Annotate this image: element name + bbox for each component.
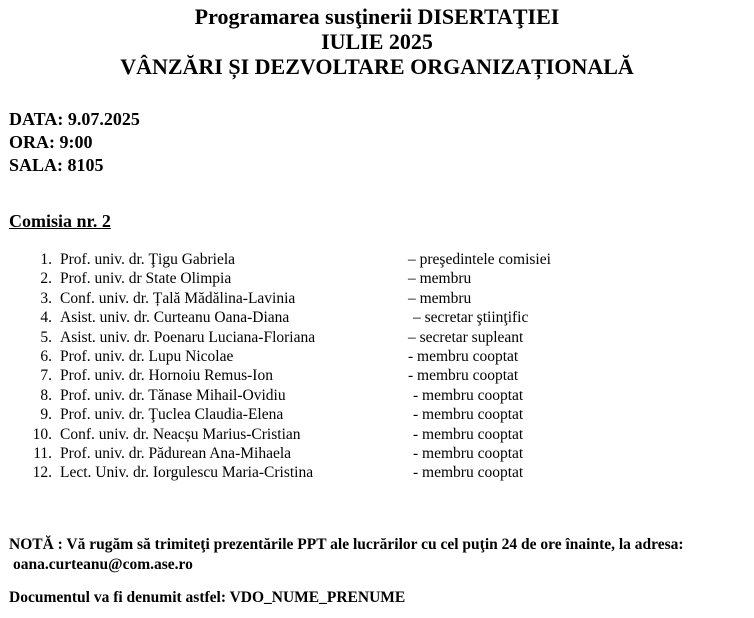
commission-title: Comisia nr. 2: [9, 211, 111, 231]
member-role: – secretar ştiinţific: [413, 309, 529, 327]
member-row: [0, 308, 754, 327]
member-number: 2.: [40, 270, 52, 288]
member-name: Conf. univ. dr. Neacșu Marius-Cristian: [60, 425, 301, 443]
date-line: DATA: 9.07.2025: [9, 109, 140, 129]
member-role: - membru cooptat: [413, 386, 524, 404]
title-line-1: Programarea susţinerii DISERTAŢIEI: [194, 4, 560, 29]
member-name: Conf. univ. dr. Țală Mădălina-Lavinia: [60, 289, 296, 307]
member-role: – membru: [408, 289, 472, 307]
member-name: Asist. univ. dr. Poenaru Luciana-Floriana: [60, 328, 316, 346]
member-role: – preşedintele comisiei: [408, 251, 551, 268]
member-role: - membru cooptat: [413, 406, 524, 424]
member-row: [0, 366, 754, 385]
title-line-2: IULIE 2025: [321, 29, 433, 54]
title-line-3: VÂNZĂRI ȘI DEZVOLTARE ORGANIZAȚIONALĂ: [120, 54, 634, 79]
member-name: Prof. univ. dr State Olimpia: [60, 270, 232, 288]
commission-member-list: [0, 250, 754, 483]
member-name: Lect. Univ. dr. Iorgulescu Maria-Cristina: [60, 464, 314, 482]
document-naming-instruction: Documentul va fi denumit astfel: VDO_NUME_PRENUME: [9, 589, 406, 606]
note-block: [9, 535, 684, 575]
member-number: 8.: [40, 386, 52, 404]
member-role: - membru cooptat: [413, 444, 524, 462]
member-number: 11.: [33, 444, 52, 462]
member-row: [0, 289, 754, 308]
note-text: NOTĂ : Vă rugăm să trimiteţi prezentările PPT ale lucrărilor cu cel puţin 24 de ore înainte, la adresa:: [9, 536, 684, 553]
member-role: – membru: [408, 270, 472, 288]
member-row: [0, 425, 754, 444]
member-number: 12.: [32, 464, 52, 482]
time-line: ORA: 9:00: [9, 132, 93, 152]
member-role: - membru cooptat: [413, 425, 524, 443]
member-number: 9.: [40, 406, 52, 424]
member-row: [0, 328, 754, 347]
member-role: - membru cooptat: [413, 464, 524, 482]
member-number: 5.: [40, 328, 52, 346]
member-row: [0, 269, 754, 288]
member-name: Prof. univ. dr. Hornoiu Remus-Ion: [60, 367, 273, 385]
member-name: Prof. univ. dr. Lupu Nicolae: [60, 347, 234, 365]
member-row: [0, 463, 754, 482]
member-name: Asist. univ. dr. Curteanu Oana-Diana: [60, 309, 290, 327]
member-number: 3.: [40, 289, 52, 307]
member-number: 10.: [32, 425, 52, 443]
schedule-info: [9, 108, 140, 177]
member-row: [0, 250, 754, 269]
member-name: Prof. univ. dr. Ţuclea Claudia-Elena: [60, 406, 284, 424]
member-role: - membru cooptat: [408, 347, 519, 365]
member-name: Prof. univ. dr. Pădurean Ana-Mihaela: [60, 444, 292, 462]
member-name: Prof. univ. dr. Ţigu Gabriela: [60, 251, 236, 268]
member-role: - membru cooptat: [408, 367, 519, 385]
member-row: [0, 347, 754, 366]
member-row: [0, 405, 754, 424]
member-number: 6.: [40, 347, 52, 365]
member-number: 4.: [40, 309, 52, 327]
member-row: [0, 386, 754, 405]
member-row: [0, 444, 754, 463]
member-role: – secretar supleant: [408, 328, 524, 346]
member-number: 1.: [40, 251, 52, 268]
contact-email: oana.curteanu@com.ase.ro: [13, 556, 193, 573]
member-number: 7.: [40, 367, 52, 385]
room-line: SALA: 8105: [9, 155, 104, 175]
member-name: Prof. univ. dr. Tănase Mihail-Ovidiu: [60, 386, 286, 404]
document-title: [0, 4, 754, 79]
